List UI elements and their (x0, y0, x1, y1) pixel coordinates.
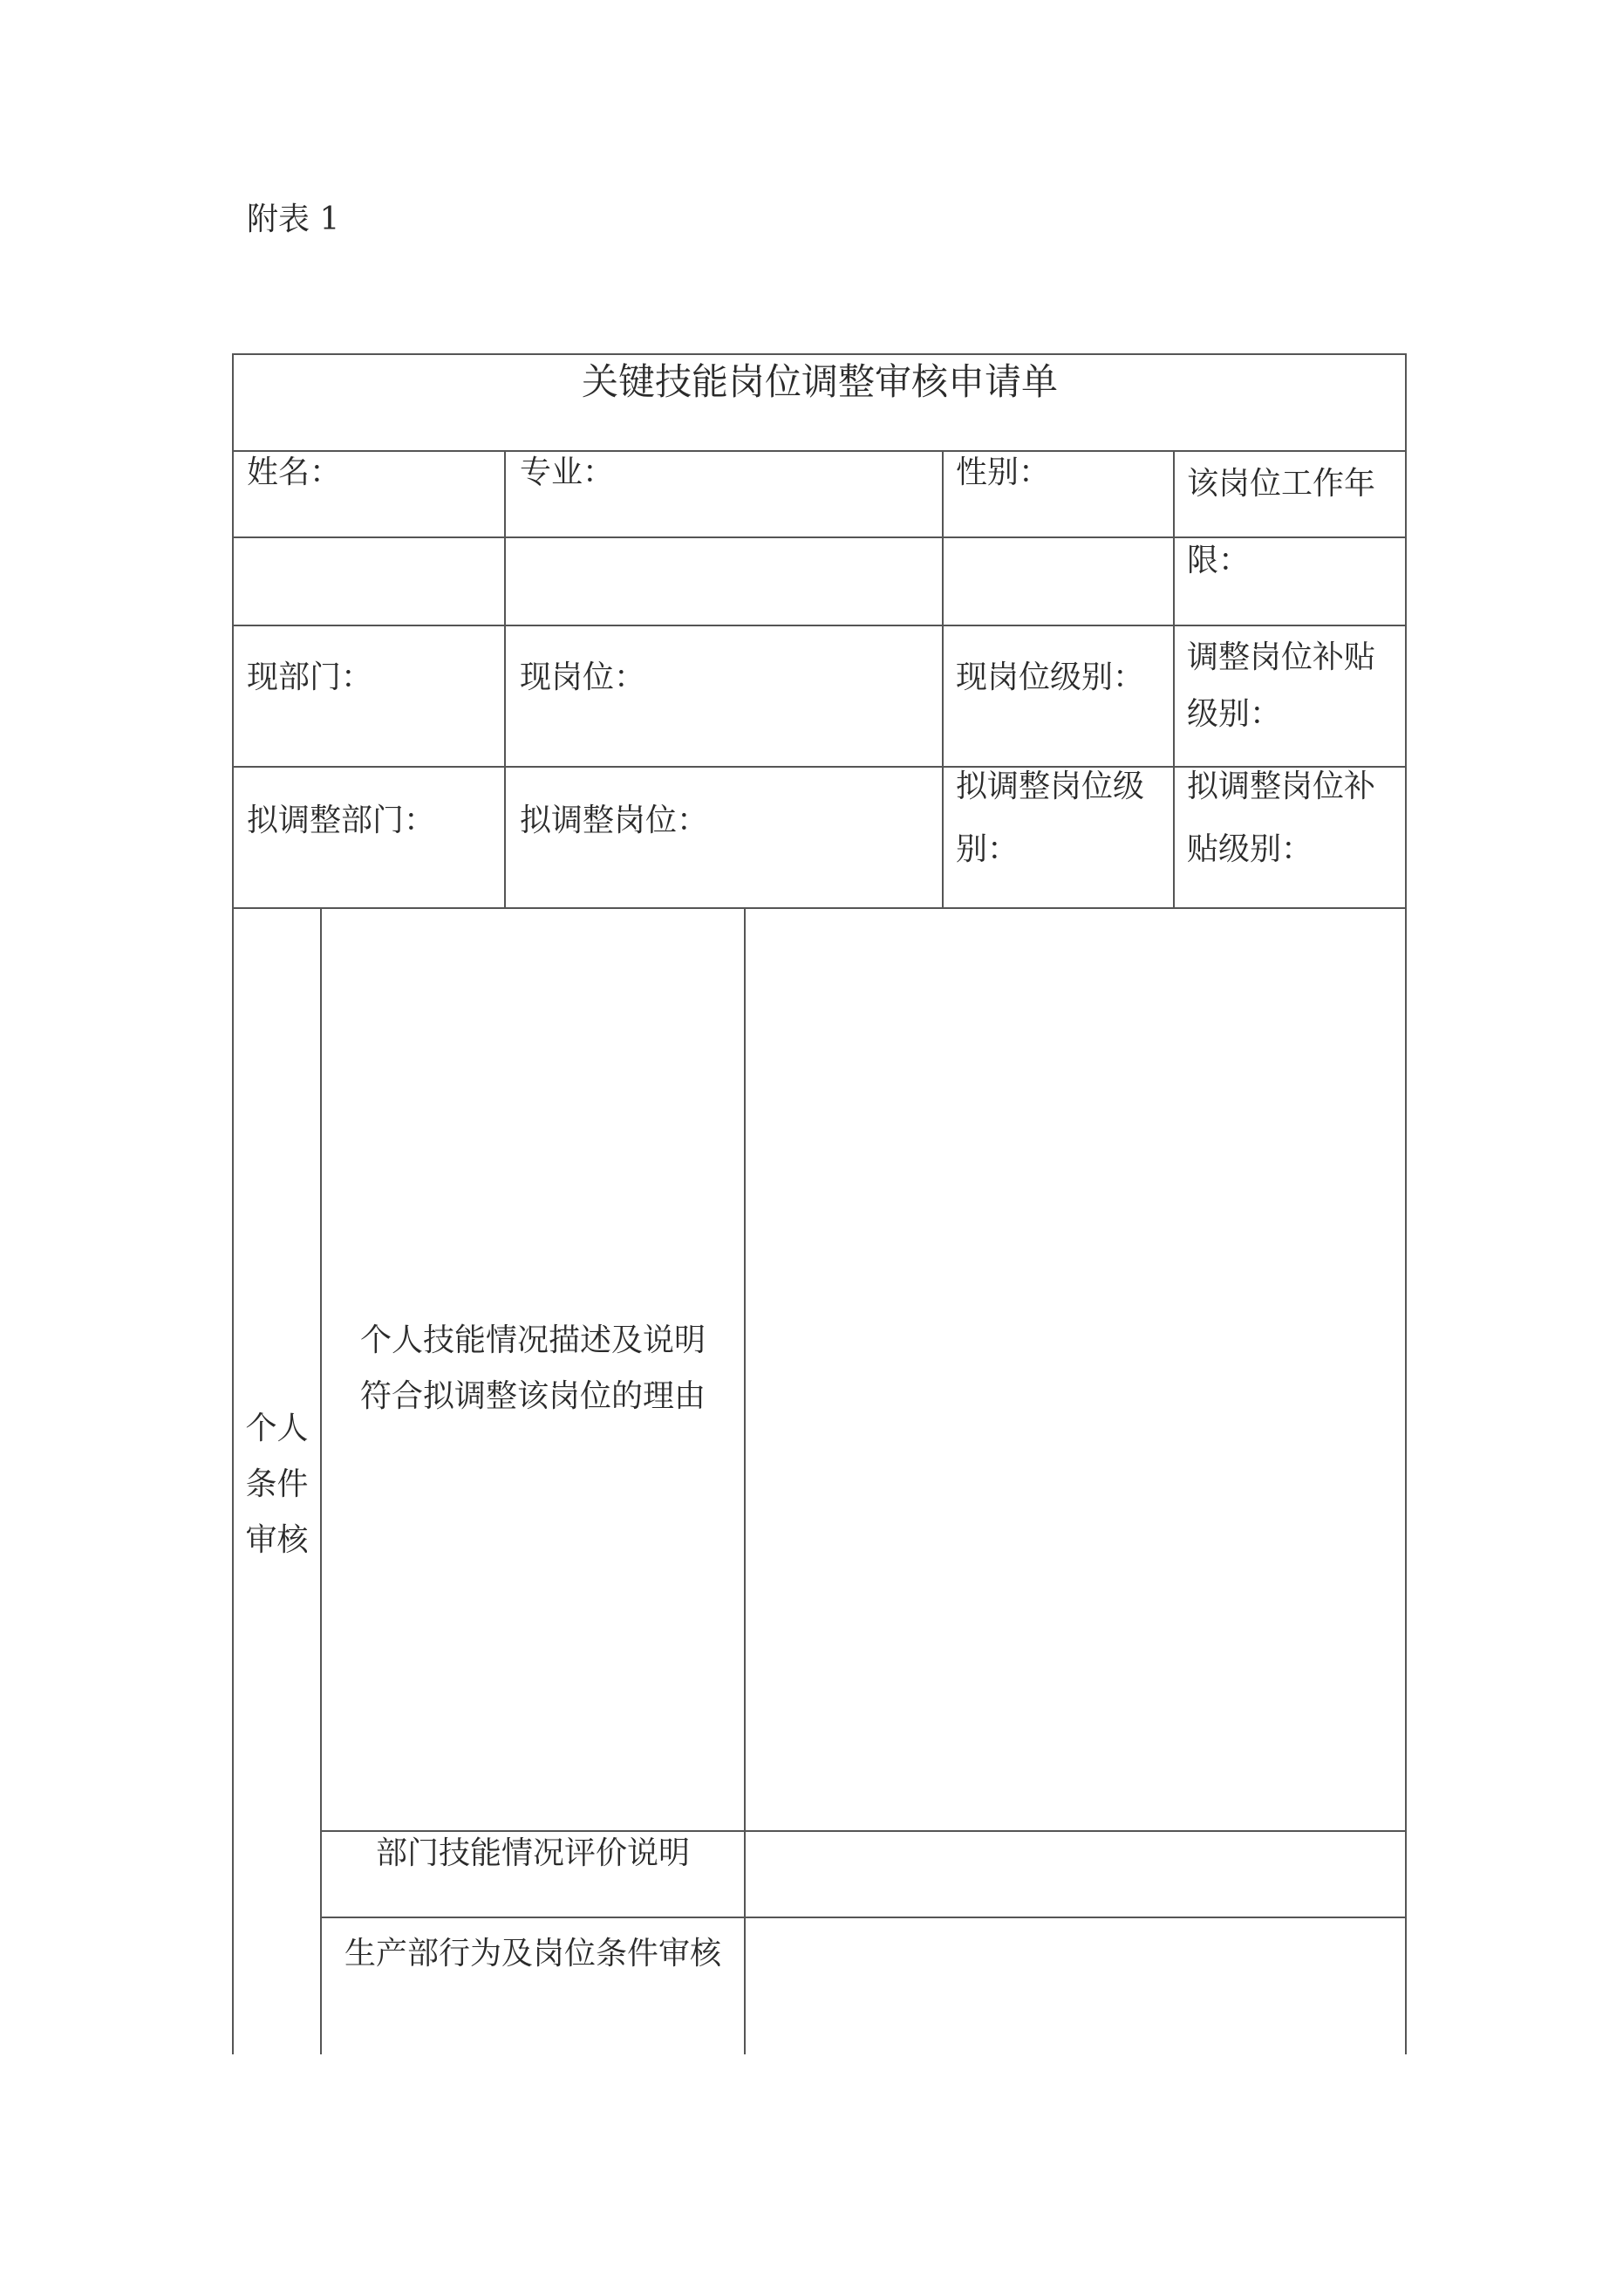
major-label: 专业： (520, 454, 615, 490)
proposed-post-level-line1: 拟调整岗位级 (956, 769, 1145, 804)
table-border-top (232, 353, 1407, 355)
skill-description-label-line2: 符合拟调整该岗位的理由 (359, 1378, 706, 1414)
table-col-rule-3 (1173, 450, 1175, 908)
table-rule-title-bottom (232, 450, 1407, 452)
subsidy-level-label-line2: 级别： (1187, 696, 1282, 732)
current-post-level-label: 现岗位级别： (956, 659, 1145, 695)
dept-evaluation-label: 部门技能情况评价说明 (375, 1835, 690, 1871)
review-side-label-line3: 审核 (245, 1522, 309, 1558)
proposed-dept-label: 拟调整部门： (247, 803, 436, 838)
table-col-rule-2 (942, 450, 944, 908)
page-label: 附表 1 (247, 202, 340, 237)
table-rule-blank-bottom (232, 625, 1407, 626)
current-dept-label: 现部门： (247, 659, 373, 695)
table-col-rule-side (320, 907, 322, 2054)
review-side-label-line1: 个人 (245, 1411, 309, 1446)
gender-label: 性别： (956, 454, 1051, 490)
review-side-label-line2: 条件 (245, 1466, 309, 1502)
years-label-line2: 限： (1187, 543, 1251, 578)
table-col-rule-review (744, 907, 746, 2054)
table-rule-proposed-bottom (232, 907, 1407, 909)
proposed-post-level-line2: 别： (956, 831, 1019, 867)
subsidy-level-label-line1: 调整岗位补贴 (1187, 639, 1376, 675)
table-border-left (232, 353, 234, 2054)
current-post-label: 现岗位： (520, 659, 646, 695)
table-col-rule-1 (504, 450, 506, 908)
form-title: 关键技能岗位调整审核申请单 (581, 360, 1058, 403)
proposed-post-label: 拟调整岗位： (520, 803, 709, 838)
proposed-subsidy-line1: 拟调整岗位补 (1187, 769, 1376, 804)
proposed-subsidy-line2: 贴级别： (1187, 831, 1313, 867)
table-border-right (1405, 353, 1407, 2054)
years-label-line1: 该岗位工作年 (1187, 466, 1376, 502)
name-label: 姓名： (247, 454, 342, 490)
production-review-label: 生产部行为及岗位条件审核 (344, 1936, 721, 1971)
table-rule-dept-eval-bottom (320, 1917, 1407, 1918)
skill-description-label-line1: 个人技能情况描述及说明 (359, 1322, 706, 1358)
